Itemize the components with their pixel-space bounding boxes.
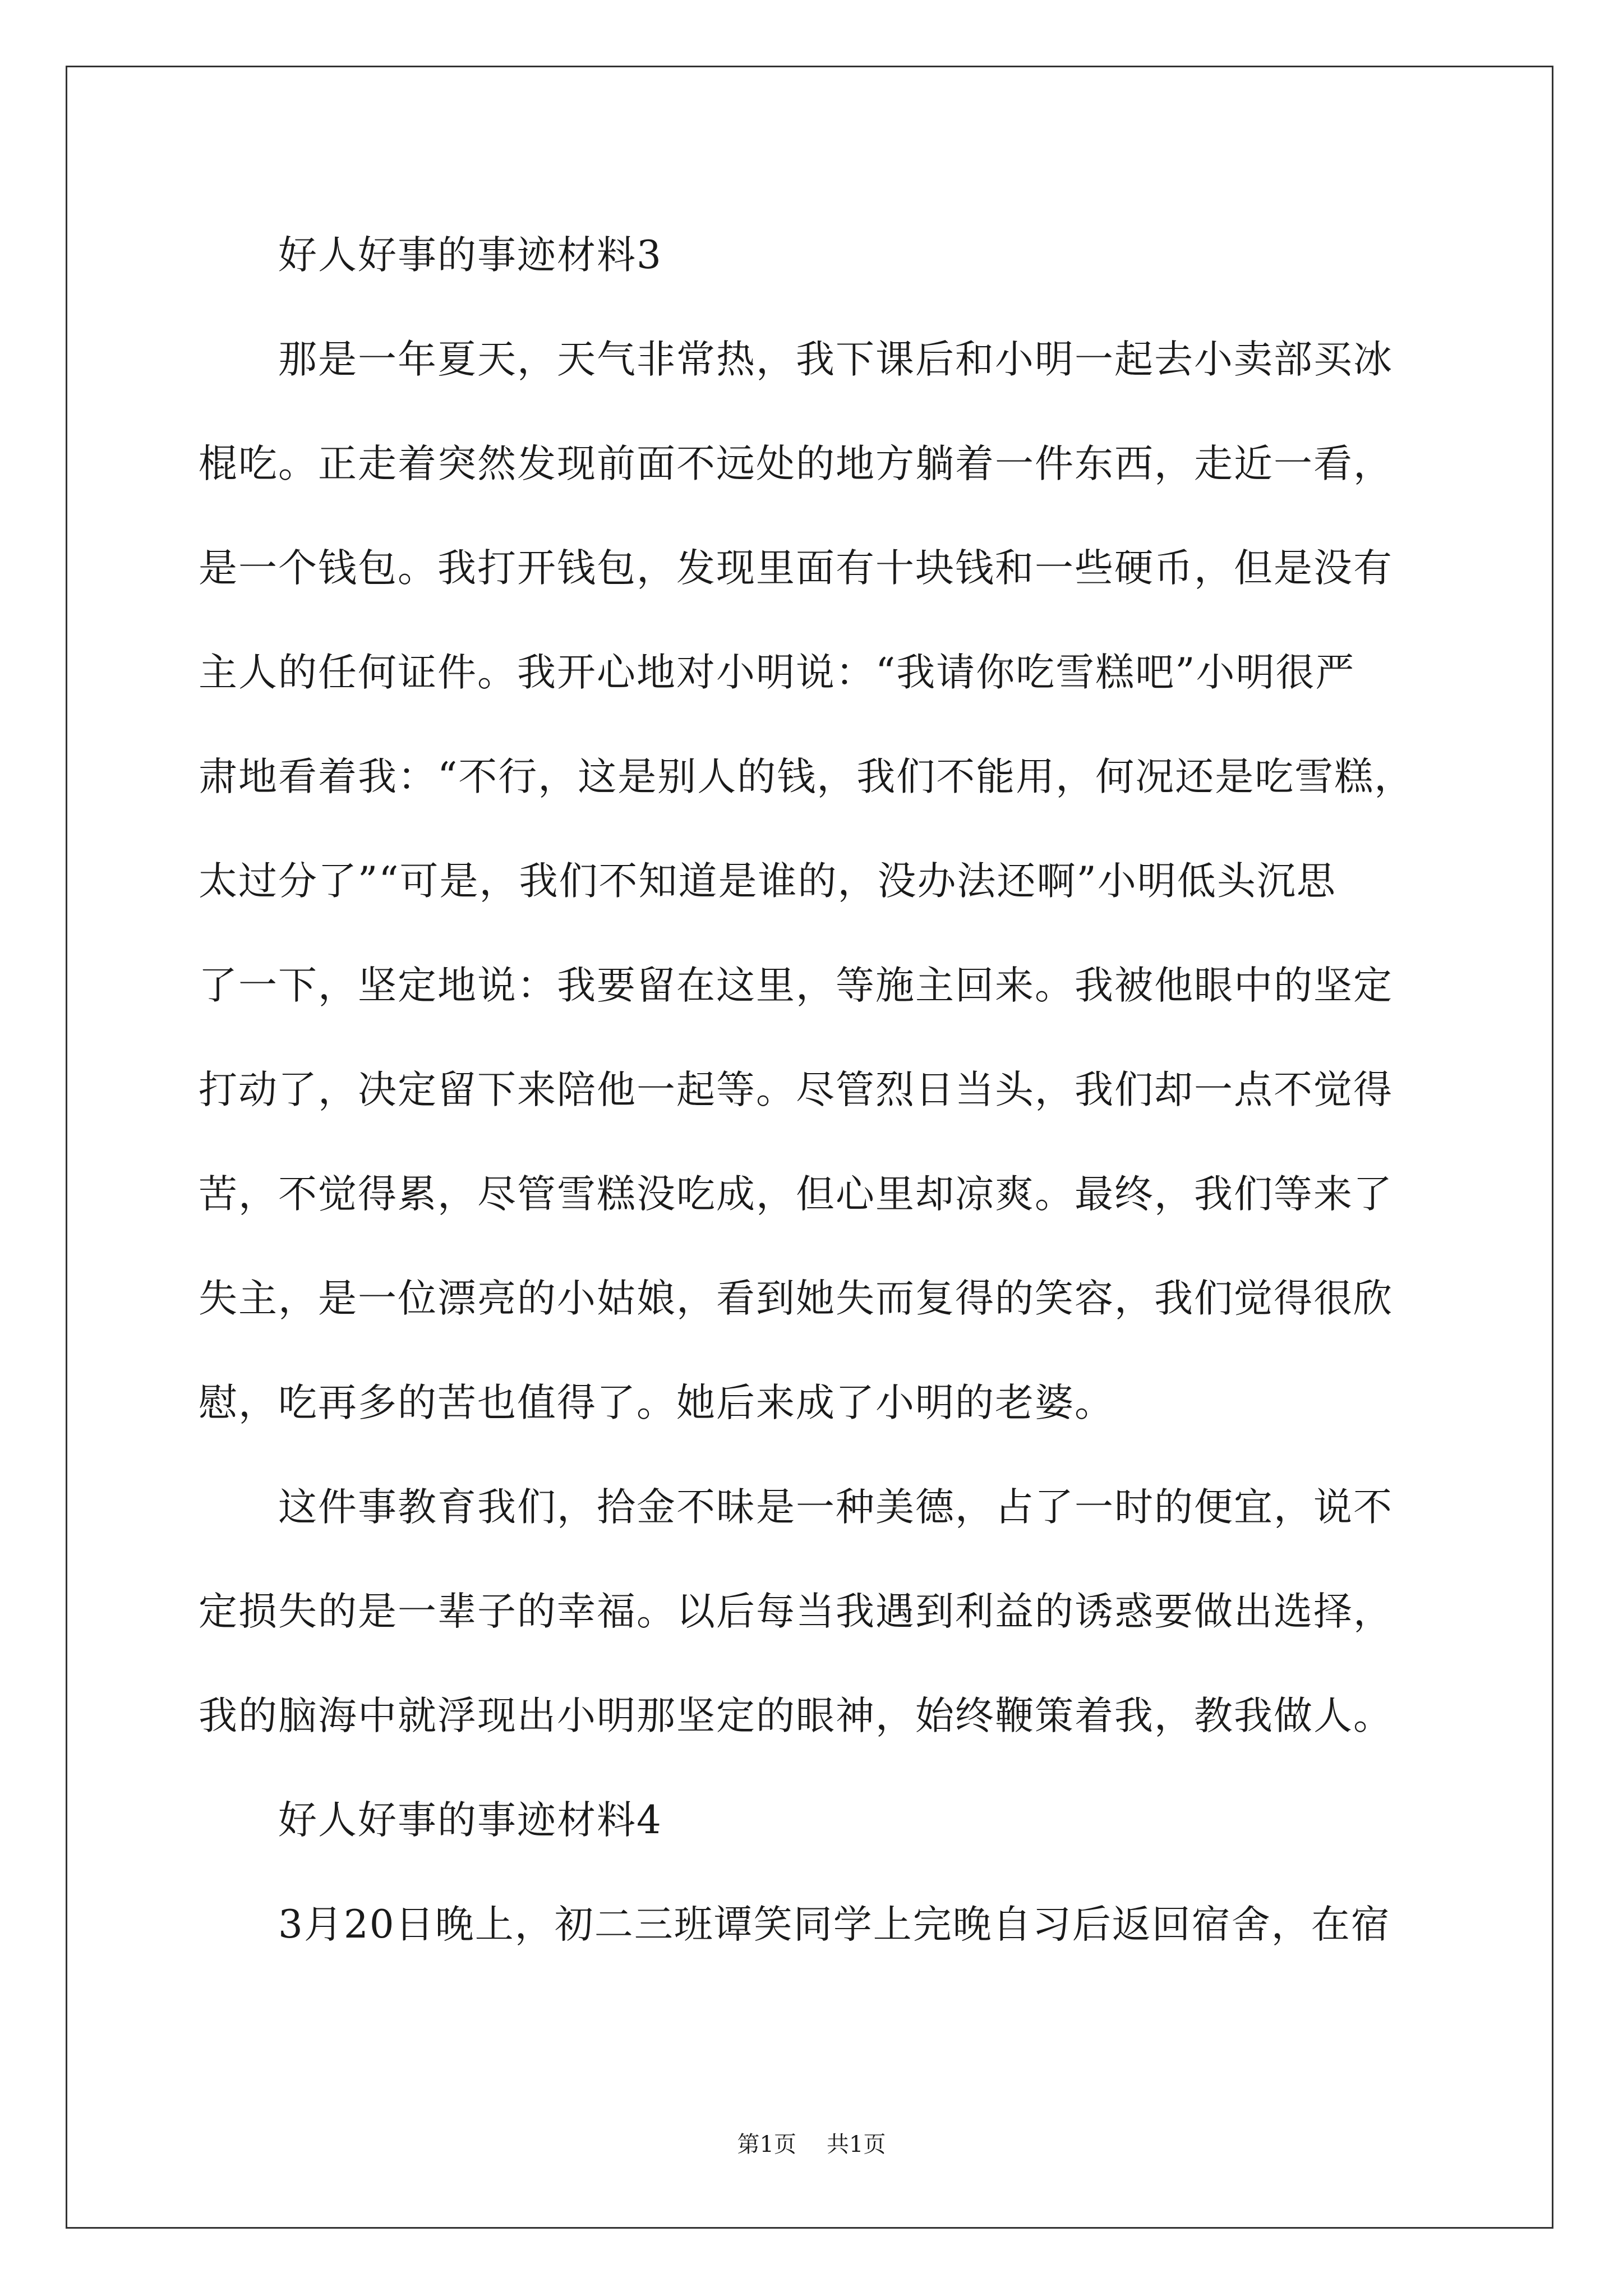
paragraph-line: 慰，吃再多的苦也值得了。她后来成了小明的老婆。 [199,1381,1114,1425]
paragraph-line: 苦，不觉得累，尽管雪糕没吃成，但心里却凉爽。最终，我们等来了 [199,1172,1393,1217]
paragraph-line: 打动了，决定留下来陪他一起等。尽管烈日当头，我们却一点不觉得 [199,1068,1393,1112]
paragraph-line: 是一个钱包。我打开钱包，发现里面有十块钱和一些硬币，但是没有 [199,546,1393,591]
page-total: 共1页 [827,2132,886,2157]
section-heading-3: 好人好事的事迹材料3 [278,233,662,278]
paragraph-line: 棍吃。正走着突然发现前面不远处的地方躺着一件东西，走近一看， [199,441,1393,486]
paragraph-line: 3月20日晚上，初二三班谭笑同学上完晚自习后返回宿舍，在宿 [278,1902,1391,1947]
page-footer [0,2131,1623,2159]
paragraph-line: 了一下，坚定地说：我要留在这里，等施主回来。我被他眼中的坚定 [199,963,1393,1008]
paragraph-line: 定损失的是一辈子的幸福。以后每当我遇到利益的诱惑要做出选择， [199,1589,1393,1634]
paragraph-line: 那是一年夏天，天气非常热，我下课后和小明一起去小卖部买冰 [278,337,1393,382]
paragraph-line: 主人的任何证件。我开心地对小明说：“我请你吃雪糕吧”小明很严 [199,650,1355,695]
paragraph-line: 失主，是一位漂亮的小姑娘，看到她失而复得的笑容，我们觉得很欣 [199,1276,1393,1321]
paragraph-line: 这件事教育我们，拾金不昧是一种美德，占了一时的便宜，说不 [278,1485,1393,1530]
paragraph-line: 太过分了”“可是，我们不知道是谁的，没办法还啊”小明低头沉思 [199,859,1336,904]
page-number: 第1页 [737,2132,796,2157]
paragraph-line: 肃地看着我：“不行，这是别人的钱，我们不能用，何况还是吃雪糕， [199,754,1414,799]
document-body [199,219,1426,1993]
paragraph-line: 我的脑海中就浮现出小明那坚定的眼神，始终鞭策着我，教我做人。 [199,1694,1393,1738]
section-heading-4: 好人好事的事迹材料4 [278,1798,662,1843]
